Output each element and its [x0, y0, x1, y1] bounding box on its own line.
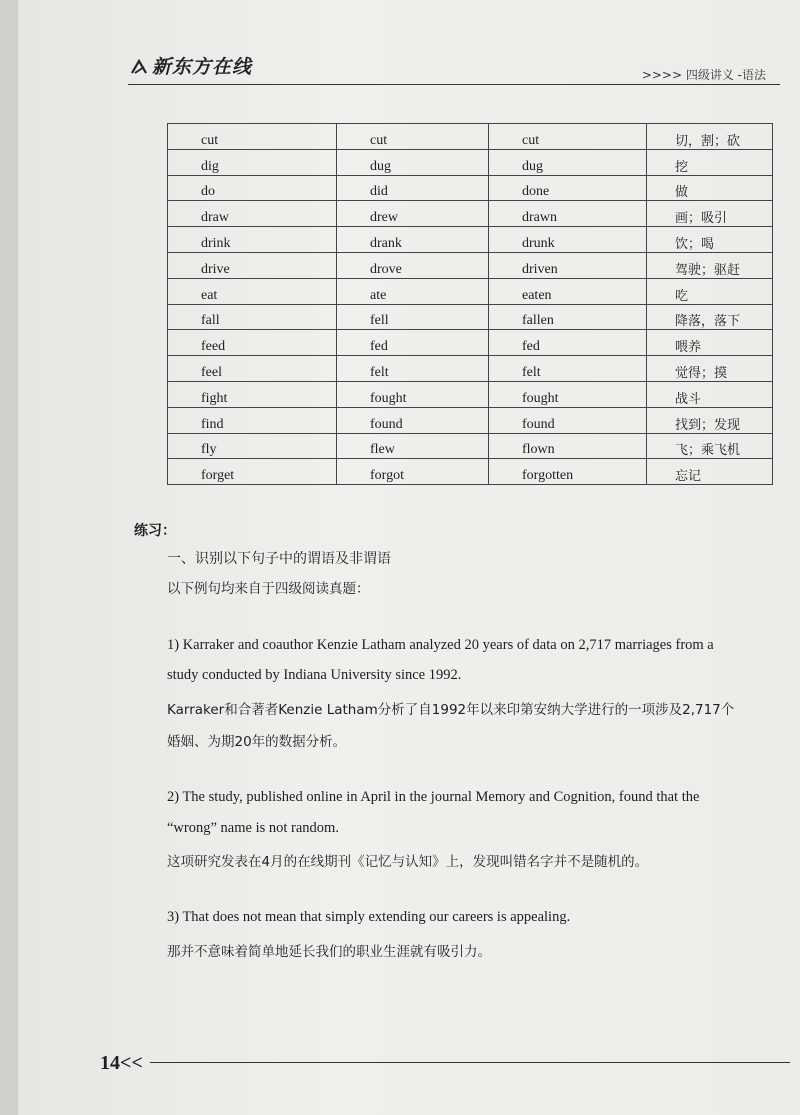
- page-number: 14<<: [100, 1052, 143, 1074]
- table-row: [168, 356, 773, 382]
- sentence-2-en-line2: “wrong” name is not random.: [167, 820, 339, 836]
- past-participle-cell: driven: [489, 252, 647, 278]
- meaning-cell: 做: [647, 175, 773, 201]
- base-form-cell: feed: [168, 330, 337, 356]
- meaning-cell: 切，割；砍: [647, 124, 773, 150]
- past-tense-cell: drove: [337, 252, 489, 278]
- base-form-cell: draw: [168, 201, 337, 227]
- meaning-cell: 忘记: [647, 459, 773, 485]
- meaning-cell: 画；吸引: [647, 201, 773, 227]
- exercise-intro: 以下例句均来自于四级阅读真题：: [167, 581, 370, 597]
- past-participle-cell: forgotten: [489, 459, 647, 485]
- table-row: [168, 330, 773, 356]
- past-tense-cell: flew: [337, 433, 489, 459]
- meaning-cell: 战斗: [647, 381, 773, 407]
- past-participle-cell: fallen: [489, 304, 647, 330]
- table-row: [168, 149, 773, 175]
- past-tense-cell: cut: [337, 124, 489, 150]
- exercise-heading: 练习：: [134, 523, 176, 539]
- logo-text: 新东方在线: [152, 56, 253, 78]
- past-participle-cell: felt: [489, 356, 647, 382]
- sentence-2-en-line1: 2) The study, published online in April in the journal Memory and Cognition, found that the: [167, 789, 700, 805]
- table-row: [168, 381, 773, 407]
- sentence-3-zh-line1: 那并不意味着简单地延长我们的职业生涯就有吸引力。: [167, 944, 491, 960]
- meaning-cell: 觉得；摸: [647, 356, 773, 382]
- meaning-cell: 找到；发现: [647, 407, 773, 433]
- past-participle-cell: found: [489, 407, 647, 433]
- base-form-cell: feel: [168, 356, 337, 382]
- past-participle-cell: cut: [489, 124, 647, 150]
- past-tense-cell: felt: [337, 356, 489, 382]
- table-row: [168, 175, 773, 201]
- past-tense-cell: did: [337, 175, 489, 201]
- past-participle-cell: fought: [489, 381, 647, 407]
- sentence-2-zh-line1: 这项研究发表在4月的在线期刊《记忆与认知》上，发现叫错名字并不是随机的。: [167, 854, 649, 870]
- table-row: [168, 433, 773, 459]
- past-participle-cell: done: [489, 175, 647, 201]
- meaning-cell: 喂养: [647, 330, 773, 356]
- past-participle-cell: flown: [489, 433, 647, 459]
- exercise-subheading: 一、识别以下句子中的谓语及非谓语: [167, 551, 391, 567]
- past-tense-cell: drew: [337, 201, 489, 227]
- past-tense-cell: fell: [337, 304, 489, 330]
- base-form-cell: fly: [168, 433, 337, 459]
- past-tense-cell: ate: [337, 278, 489, 304]
- table-row: [168, 201, 773, 227]
- past-tense-cell: drank: [337, 227, 489, 253]
- meaning-cell: 降落，落下: [647, 304, 773, 330]
- table-row: [168, 278, 773, 304]
- table-row: [168, 407, 773, 433]
- section-label: >>>> 四级讲义 -语法: [641, 68, 766, 82]
- past-participle-cell: drawn: [489, 201, 647, 227]
- header-divider: [128, 84, 780, 85]
- footer-divider: [150, 1062, 790, 1063]
- meaning-cell: 饮；喝: [647, 227, 773, 253]
- sentence-1-zh-line1: Karraker和合著者Kenzie Latham分析了自1992年以来印第安纳大学进行的一项涉及2,717个: [167, 702, 735, 718]
- table-row: [168, 227, 773, 253]
- past-tense-cell: forgot: [337, 459, 489, 485]
- past-tense-cell: fought: [337, 381, 489, 407]
- past-tense-cell: found: [337, 407, 489, 433]
- table-row: [168, 252, 773, 278]
- logo-icon: [130, 59, 148, 75]
- base-form-cell: find: [168, 407, 337, 433]
- base-form-cell: cut: [168, 124, 337, 150]
- base-form-cell: eat: [168, 278, 337, 304]
- past-participle-cell: eaten: [489, 278, 647, 304]
- sentence-1-en-line2: study conducted by Indiana University since 1992.: [167, 667, 462, 683]
- base-form-cell: do: [168, 175, 337, 201]
- table-row: [168, 304, 773, 330]
- brand-logo: [130, 52, 252, 79]
- sentence-3-en-line1: 3) That does not mean that simply extending our careers is appealing.: [167, 909, 571, 925]
- past-participle-cell: drunk: [489, 227, 647, 253]
- base-form-cell: drink: [168, 227, 337, 253]
- meaning-cell: 吃: [647, 278, 773, 304]
- base-form-cell: fall: [168, 304, 337, 330]
- meaning-cell: 挖: [647, 149, 773, 175]
- past-participle-cell: fed: [489, 330, 647, 356]
- past-tense-cell: fed: [337, 330, 489, 356]
- sentence-1-en-line1: 1) Karraker and coauthor Kenzie Latham analyzed 20 years of data on 2,717 marriages from a: [167, 637, 714, 653]
- base-form-cell: drive: [168, 252, 337, 278]
- irregular-verb-table: [167, 123, 773, 485]
- base-form-cell: fight: [168, 381, 337, 407]
- table-row: [168, 124, 773, 150]
- base-form-cell: dig: [168, 149, 337, 175]
- meaning-cell: 飞；乘飞机: [647, 433, 773, 459]
- table-row: [168, 459, 773, 485]
- past-participle-cell: dug: [489, 149, 647, 175]
- sentence-1-zh-line2: 婚姻、为期20年的数据分析。: [167, 734, 347, 750]
- meaning-cell: 驾驶；驱赶: [647, 252, 773, 278]
- base-form-cell: forget: [168, 459, 337, 485]
- past-tense-cell: dug: [337, 149, 489, 175]
